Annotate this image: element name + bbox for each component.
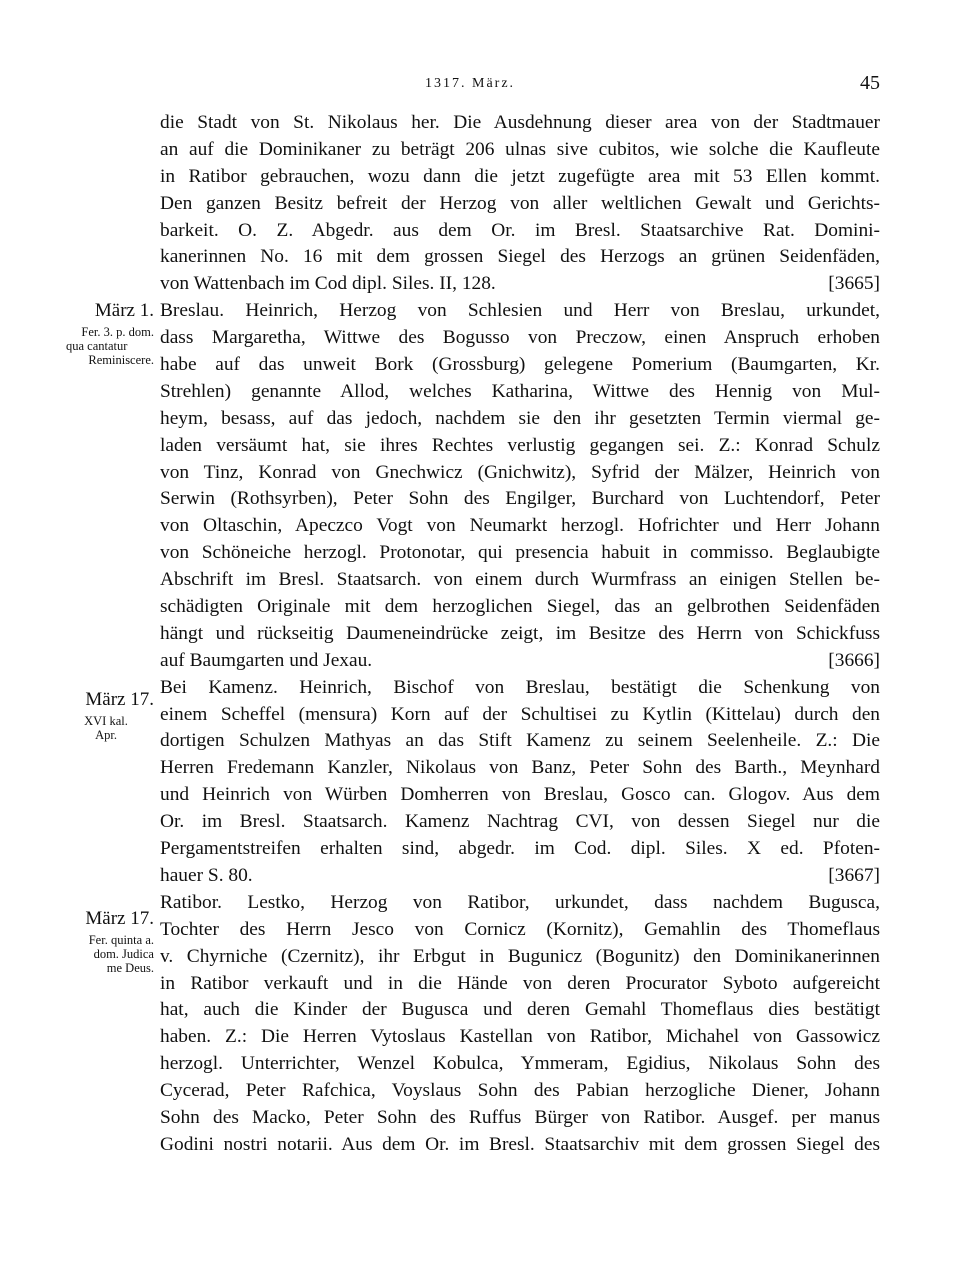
margin-note-3666 bbox=[58, 687, 154, 742]
entry-heading-line: Bei Kamenz. Heinrich, Bischof von Breslau, bestätigt die Schenkung von bbox=[160, 676, 880, 698]
document-number: [3666] bbox=[828, 649, 880, 671]
text-line: von Wattenbach im Cod dipl. Siles. II, 128. bbox=[160, 273, 496, 295]
text-line-with-ref bbox=[160, 648, 880, 675]
text-line: einem Scheffel (mensura) Korn auf der Schultisei zu Kytlin (Kittelau) durch den bbox=[160, 703, 880, 725]
margin-liturgical-note: qua cantatur bbox=[66, 338, 128, 353]
margin-liturgical-note: Fer. quinta a. bbox=[88, 932, 154, 947]
margin-liturgical-note: Reminiscere. bbox=[88, 352, 154, 367]
margin-liturgical-note: me Deus. bbox=[106, 960, 154, 975]
text-line: Herren Fredemann Kanzler, Nikolaus von Banz, Peter Sohn des Barth., Meynhard bbox=[160, 757, 880, 779]
page-number: 45 bbox=[860, 72, 880, 94]
text-line: dass Margaretha, Wittwe des Bogusso von Preczow, einen Anspruch erhoben bbox=[160, 327, 880, 349]
running-header bbox=[0, 72, 960, 100]
text-line: in Ratibor verkauft und in die Hände von deren Procurator Syboto aufgereicht bbox=[160, 972, 880, 994]
entry-heading-line: Breslau. Heinrich, Herzog von Schlesien und Herr von Breslau, urkundet, bbox=[160, 300, 880, 322]
margin-date: März 17. bbox=[85, 689, 154, 710]
text-line: in Ratibor gebrauchen, wozu dann die jetzt zugefügte area mit 53 Ellen kommt. bbox=[160, 165, 880, 187]
margin-date: März 1. bbox=[94, 300, 154, 321]
text-line: Godini nostri notarii. Aus dem Or. im Bresl. Staatsarchiv mit dem grossen Siegel des bbox=[160, 1133, 880, 1155]
text-line: Cycerad, Peter Rafchica, Voyslaus Sohn des Pabian herzogliche Diener, Johann bbox=[160, 1080, 880, 1102]
text-line: Abschrift im Bresl. Staatsarch. von einem durch Wurmfrass an einigen Stellen be- bbox=[160, 569, 880, 591]
text-line: barkeit. O. Z. Abgedr. aus dem Or. im Bresl. Staatsarchive Rat. Domini- bbox=[160, 219, 880, 241]
text-line: heym, besass, auf das jedoch, nachdem sie den ihr gesetzten Termin viermal ge- bbox=[160, 407, 880, 429]
margin-date: März 17. bbox=[85, 908, 154, 929]
text-line: Or. im Bresl. Staatsarch. Kamenz Nachtrag CVI, von dessen Siegel nur die bbox=[160, 811, 880, 833]
text-line: von Oltaschin, Apeczco Vogt von Neumarkt herzogl. Hofrichter und Herr Johann bbox=[160, 515, 880, 537]
text-line: Den ganzen Besitz befreit der Herzog von aller weltlichen Gewalt und Gerichts- bbox=[160, 192, 880, 214]
document-number: [3665] bbox=[828, 273, 880, 295]
document-number: [3667] bbox=[828, 864, 880, 886]
text-line: herzogl. Unterrichter, Wenzel Kobulca, Ymmeram, Egidius, Nikolaus Sohn des bbox=[160, 1053, 880, 1075]
body-text bbox=[160, 110, 880, 1159]
text-line: Sohn des Macko, Peter Sohn des Ruffus Bürger von Ratibor. Ausgef. per manus bbox=[160, 1106, 880, 1128]
text-line: hat, auch die Kinder der Bugusca und deren Gemahl Thomeflaus dies bestätigt bbox=[160, 999, 880, 1021]
margin-note-3665 bbox=[58, 298, 154, 367]
margin-liturgical-note: Apr. bbox=[95, 727, 117, 742]
margin-liturgical-note: dom. Judica bbox=[93, 946, 154, 961]
running-title: 1317. März. bbox=[425, 76, 516, 91]
text-line: v. Chyrniche (Czernitz), ihr Erbgut in Bugunicz (Bogunitz) den Dominikanerinnen bbox=[160, 945, 880, 967]
text-line: Serwin (Rothsyrben), Peter Sohn des Engilger, Burchard von Luchtendorf, Peter bbox=[160, 488, 880, 510]
text-line: hängt und rückseitig Daumeneindrücke zeigt, im Besitze des Herrn von Schickfuss bbox=[160, 622, 880, 644]
text-line: schädigten Originale mit dem herzoglichen Siegel, das an gelbrothen Seidenfäden bbox=[160, 596, 880, 618]
text-line: von Tinz, Konrad von Gnechwicz (Gnichwitz), Syfrid der Mälzer, Heinrich von bbox=[160, 461, 880, 483]
margin-liturgical-note: XVI kal. bbox=[84, 713, 128, 728]
text-line: und Heinrich von Würben Domherren von Breslau, Gosco can. Glogov. Aus dem bbox=[160, 784, 880, 806]
text-line: von Schöneiche herzogl. Protonotar, qui presencia habuit in commisso. Beglaubigte bbox=[160, 542, 880, 564]
text-line: die Stadt von St. Nikolaus her. Die Ausdehnung dieser area von der Stadtmauer bbox=[160, 112, 880, 133]
text-line: auf Baumgarten und Jexau. bbox=[160, 649, 373, 671]
text-line: hauer S. 80. bbox=[160, 864, 253, 886]
entry-heading-line: Ratibor. Lestko, Herzog von Ratibor, urkundet, dass nachdem Bugusca, bbox=[160, 891, 880, 913]
text-line: Tochter des Herrn Jesco von Cornicz (Kornitz), Gemahlin des Thomeflaus bbox=[160, 918, 880, 940]
text-line-with-ref bbox=[160, 863, 880, 890]
text-line: dortigen Schulzen Mathyas an das Stift Kamenz zu seinem Seelenheile. Z.: Die bbox=[160, 730, 880, 752]
margin-note-3667 bbox=[58, 906, 154, 975]
text-line: an auf die Dominikaner zu beträgt 206 ulnas sive cubitos, wie solche die Kaufleute bbox=[160, 138, 880, 160]
margin-liturgical-note: Fer. 3. p. dom. bbox=[81, 324, 154, 339]
text-line: kanerinnen No. 16 mit dem grossen Siegel des Herzogs an grünen Seidenfäden, bbox=[160, 246, 880, 268]
text-line: Strehlen) genannte Allod, welches Katharina, Wittwe des Hennig von Mul- bbox=[160, 380, 880, 402]
text-line: habe auf das unweit Bork (Grossburg) gelegene Pomerium (Baumgarten, Kr. bbox=[160, 354, 880, 376]
text-line: Pergamentstreifen erhalten sind, abgedr. im Cod. dipl. Siles. X ed. Pfoten- bbox=[160, 838, 880, 860]
text-line: haben. Z.: Die Herren Vytoslaus Kastellan von Ratibor, Michahel von Gassowicz bbox=[160, 1026, 880, 1048]
text-line: laden versäumt hat, sie ihres Rechtes verlustig gegangen sei. Z.: Konrad Schulz bbox=[160, 434, 880, 456]
text-line-with-ref bbox=[160, 271, 880, 298]
